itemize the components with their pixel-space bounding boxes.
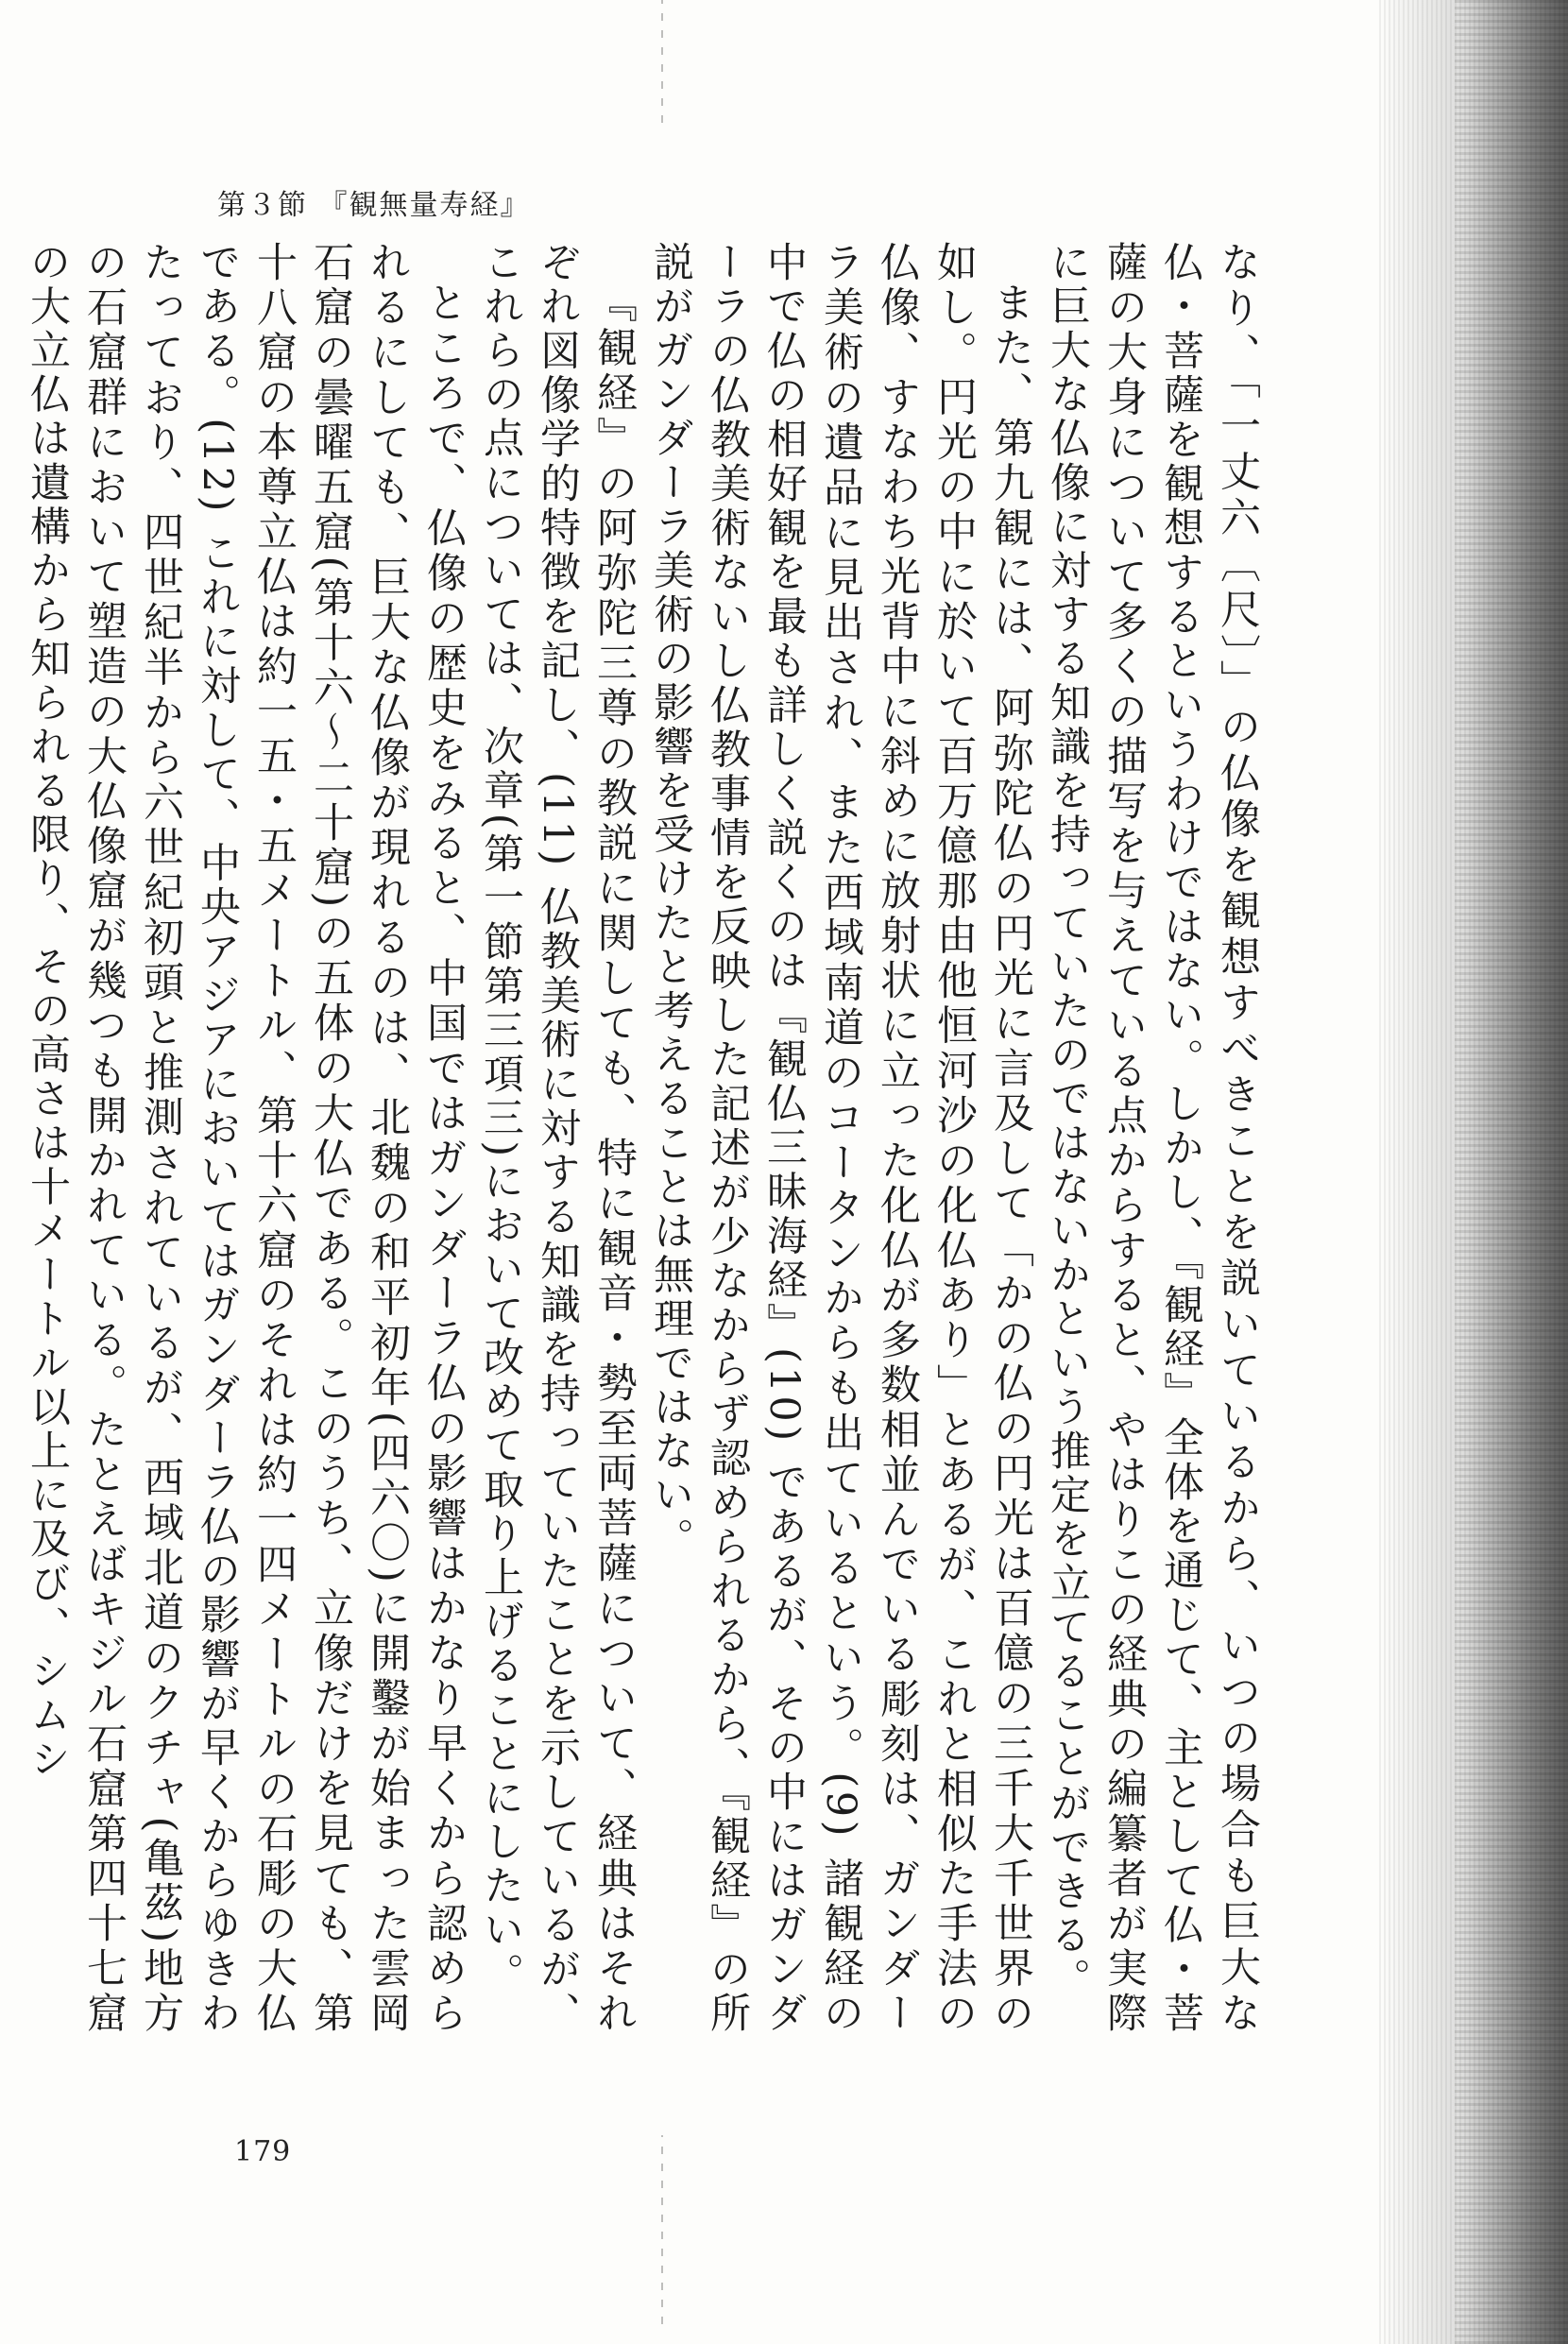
page-number: 179 [234, 2135, 292, 2168]
gutter-speckle [1455, 0, 1568, 2344]
paragraph-3: 『観経』の阿弥陀三尊の教説に関しても、特に観音・勢至両菩薩について、経典はそれぞれ図像学的特徴を記し、(11) 仏教美術に対する知識を持っていたことを示しているが、これらの点については、次章(第一節第三項三)において改めて取り上げることにしたい。 [477, 241, 638, 2036]
body-text [24, 241, 1266, 2036]
paragraph-4: ところで、仏像の歴史をみると、中国ではガンダーラ仏の影響はかなり早くから認められるにしても、巨大な仏像が現れるのは、北魏の和平初年(四六〇)に開鑿が始まった雲岡石窟の曇曜五窟(第十六〜二十窟)の五体の大仏である。このうち、立像だけを見ても、第十八窟の本尊立仏は約一五・五メートル、第十六窟のそれは約一四メートルの石彫の大仏である。(12) これに対して、中央アジアにおいてはガンダーラ仏の影響が早くからゆきわたっており、四世紀半から六世紀初頭と推測されているが、西域北道のクチャ(亀茲)地方の石窟群において塑造の大仏像窟が幾つも開かれている。たとえばキジル石窟第四十七窟の大立仏は遺構から知られる限り、その高さは十メートル以上に及び、シムシ [24, 241, 468, 2036]
fold-line-bottom [661, 2135, 663, 2324]
running-head: 第３節 『観無量寿経』 [217, 189, 531, 222]
paragraph-2: また、第九観には、阿弥陀仏の円光に言及して「かの仏の円光は百億の三千大千世界の如し。円光の中に於いて百万億那由他恒河沙の化仏あり」とあるが、これと相似た手法の仏像、すなわち光背中に斜めに放射状に立った化仏が多数相並んでいる彫刻は、ガンダーラ美術の遺品に見出され、また西域南道のコータンからも出ているという。(9) 諸観経の中で仏の相好観を最も詳しく説くのは『観仏三昧海経』(10) であるが、その中にはガンダーラの仏教美術ないし仏教事情を反映した記述が少なからず認められるから、『観経』の所説がガンダーラ美術の影響を受けたと考えることは無理ではない。 [647, 241, 1034, 2036]
fold-line-top [661, 0, 663, 123]
paragraph-1: なり、「一丈六〔尺〕」の仏像を観想すべきことを説いているから、いつの場合も巨大な仏・菩薩を観想するというわけではない。しかし、『観経』全体を通じて、主として仏・菩薩の大身について多くの描写を与えている点からすると、やはりこの経典の編纂者が実際に巨大な仏像に対する知識を持っていたのではないかという推定を立てることができる。 [1044, 241, 1261, 2036]
